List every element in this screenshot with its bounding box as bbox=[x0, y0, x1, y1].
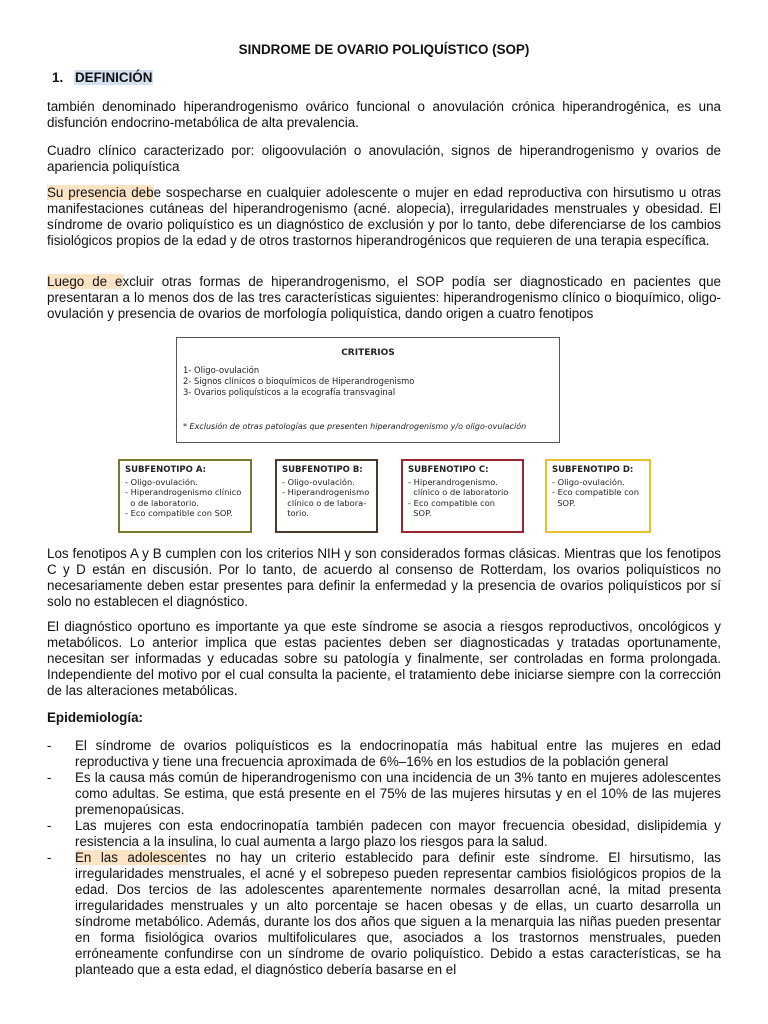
list-item-text: Es la causa más común de hiperandrogenismo con una incidencia de un 3% tanto en mujeres adolescentes como adultas. Se estima, que está presente en el 75% de las mujeres hirsutas y en el 10% de las mujeres premenopaúsicas. bbox=[75, 770, 721, 817]
list-item bbox=[47, 850, 721, 978]
subphenotype-line: - Oligo-ovulación. bbox=[282, 476, 355, 487]
epidemiology-list bbox=[47, 738, 721, 978]
subphenotype-line: - Eco compatible con bbox=[408, 497, 495, 508]
subphenotype-title: SUBFENOTIPO D: bbox=[552, 465, 634, 475]
subphenotype-b-box bbox=[275, 459, 378, 533]
list-item bbox=[47, 738, 721, 770]
subphenotype-line: - Oligo-ovulación. bbox=[125, 476, 198, 487]
bullet-dash: - bbox=[47, 818, 52, 833]
subphenotype-title: SUBFENOTIPO C: bbox=[408, 465, 489, 475]
subphenotype-line: - Eco compatible con SOP. bbox=[125, 508, 233, 518]
section-number: 1. bbox=[52, 70, 64, 85]
subphenotype-a-box bbox=[118, 459, 252, 533]
section-heading-definicion bbox=[52, 70, 153, 85]
subphenotype-d-box bbox=[545, 459, 651, 533]
subphenotype-c-box bbox=[401, 459, 524, 533]
bullet-dash: - bbox=[47, 738, 52, 753]
highlight-text: Su presencia deb bbox=[47, 185, 154, 200]
subphenotype-title: SUBFENOTIPO A: bbox=[125, 465, 206, 475]
list-item bbox=[47, 770, 721, 818]
criteria-box bbox=[176, 337, 560, 443]
criteria-title: CRITERIOS bbox=[341, 348, 395, 358]
subphenotype-line: - Eco compatible con bbox=[552, 487, 639, 497]
paragraph-presence bbox=[47, 185, 721, 249]
paragraph-definition: también denominado hiperandrogenismo ovárico funcional o anovulación crónica hiperandrogénica, es una disfunción endocrino-metabólica de alta prevalencia. bbox=[47, 99, 721, 130]
paragraph-text: e sospecharse en cualquier adolescente o mujer en edad reproductiva con hirsutismo u otras manifestaciones cutáneas del hiperandrogenismo (acné. alopecia), irregularidades menstruales y obesidad. El síndrome de ovario poliquístico es un diagnóstico de exclusión y por lo tanto, debe diferenciarse de los cambios fisiológicos propios de la edad y de otros trastornos hiperandrogénicos que requieren de una terapia específica. bbox=[47, 185, 722, 248]
subphenotype-line: torio. bbox=[282, 508, 309, 518]
criteria-note: * Exclusión de otras patologías que presenten hiperandrogenismo y/o oligo-ovulación bbox=[183, 422, 527, 431]
paragraph-diagnosis bbox=[47, 274, 721, 322]
subphenotype-line: clínico o de labora- bbox=[282, 497, 367, 508]
criteria-item: 2- Signos clínicos o bioquímicos de Hiperandrogenismo bbox=[183, 376, 415, 386]
list-item-text: Las mujeres con esta endocrinopatía también padecen con mayor frecuencia obesidad, dislipidemia y resistencia a la insulina, lo cual aumenta a largo plazo los riesgos para la salud. bbox=[75, 818, 721, 849]
criteria-item: 1- Oligo-ovulación bbox=[183, 365, 260, 375]
subphenotype-line: o de laboratorio. bbox=[125, 497, 199, 508]
subphenotype-line: - Hiperandrogenismo clínico bbox=[125, 487, 242, 497]
criteria-list bbox=[183, 365, 414, 398]
bullet-dash: - bbox=[47, 850, 52, 865]
subphenotype-line: - Hiperandrogenismo bbox=[282, 487, 370, 497]
highlight-text: Luego de e bbox=[47, 274, 123, 289]
subphenotype-line: clínico o de laboratorio bbox=[408, 487, 509, 497]
highlight-text: En las adolescen bbox=[75, 850, 189, 865]
subphenotype-line: SOP. bbox=[408, 508, 432, 518]
subphenotype-line: SOP. bbox=[552, 497, 576, 508]
paragraph-phenotypes: Los fenotipos A y B cumplen con los criterios NIH y son considerados formas clásicas. Mientras que los fenotipos C y D están en discusión. Por lo tanto, de acuerdo al consenso de Rotterdam, los ovarios poliquísticos no necesariamente deben estar presentes para definir la enfermedad y la presencia de ovarios poliquísticos por sí solo no establecen el diagnóstico. bbox=[47, 546, 721, 609]
list-item-text: tes no hay un criterio establecido para definir este síndrome. El hirsutismo, las irregularidades menstruales, el acné y el sobrepeso pueden representar cambios fisiológicos propios de la edad. Dos tercios de las adolescentes aparentemente normales desarrollan acné, la mitad presenta irregularidades menstruales y un alto porcentaje se hacen obesas y de ellas, un cuarto desarrolla un síndrome metabólico. Además, durante los dos años que siguen a la menarquia las niñas pueden presentar en forma fisiológica ovarios multifoliculares que, asociados a los trastornos menstruales, pueden erróneamente confundirse con un síndrome de ovario poliquístico. Debido a estas características, se ha planteado que a esta edad, el diagnóstico debería basarse en el bbox=[75, 850, 721, 977]
paragraph-clinical: Cuadro clínico caracterizado por: oligoovulación o anovulación, signos de hiperandrogenismo y ovarios de apariencia poliquística bbox=[47, 143, 721, 174]
subphenotype-line: - Oligo-ovulación. bbox=[552, 476, 625, 487]
document-title: SINDROME DE OVARIO POLIQUÍSTICO (SOP) bbox=[238, 42, 530, 57]
paragraph-text: xcluir otras formas de hiperandrogenismo, el SOP podía ser diagnosticado en pacientes que presentaran a lo menos dos de las tres características siguientes: hiperandrogenismo clínico o bioquímico, oligo-ovulación y presencia de ovarios de morfología poliquística, dando origen a cuatro fenotipos bbox=[47, 274, 721, 321]
epidemiology-heading: Epidemiología: bbox=[47, 710, 143, 725]
subphenotype-title: SUBFENOTIPO B: bbox=[282, 465, 363, 475]
subphenotype-line: - Hiperandrogenismo. bbox=[408, 476, 498, 487]
bullet-dash: - bbox=[47, 770, 52, 785]
list-item-text: El síndrome de ovarios poliquísticos es la endocrinopatía más habitual entre las mujeres en edad reproductiva y tiene una frecuencia aproximada de 6%–16% en los estudios de la población general bbox=[75, 738, 721, 769]
section-label: DEFINICIÓN bbox=[75, 70, 153, 85]
criteria-item: 3- Ovarios poliquísticos a la ecografía transvaginal bbox=[183, 387, 396, 397]
list-item bbox=[47, 818, 721, 850]
paragraph-timely-diagnosis: El diagnóstico oportuno es importante ya que este síndrome se asocia a riesgos reproductivos, oncológicos y metabólicos. Lo anterior implica que estas pacientes deben ser diagnosticadas y tratadas oportunamente, necesitan ser informadas y educadas sobre su patología y finalmente, ser controladas en forma prolongada. Independiente del motivo por el cual consulta la paciente, el tratamiento debe iniciarse siempre con la corrección de las alteraciones metabólicas. bbox=[47, 619, 721, 698]
